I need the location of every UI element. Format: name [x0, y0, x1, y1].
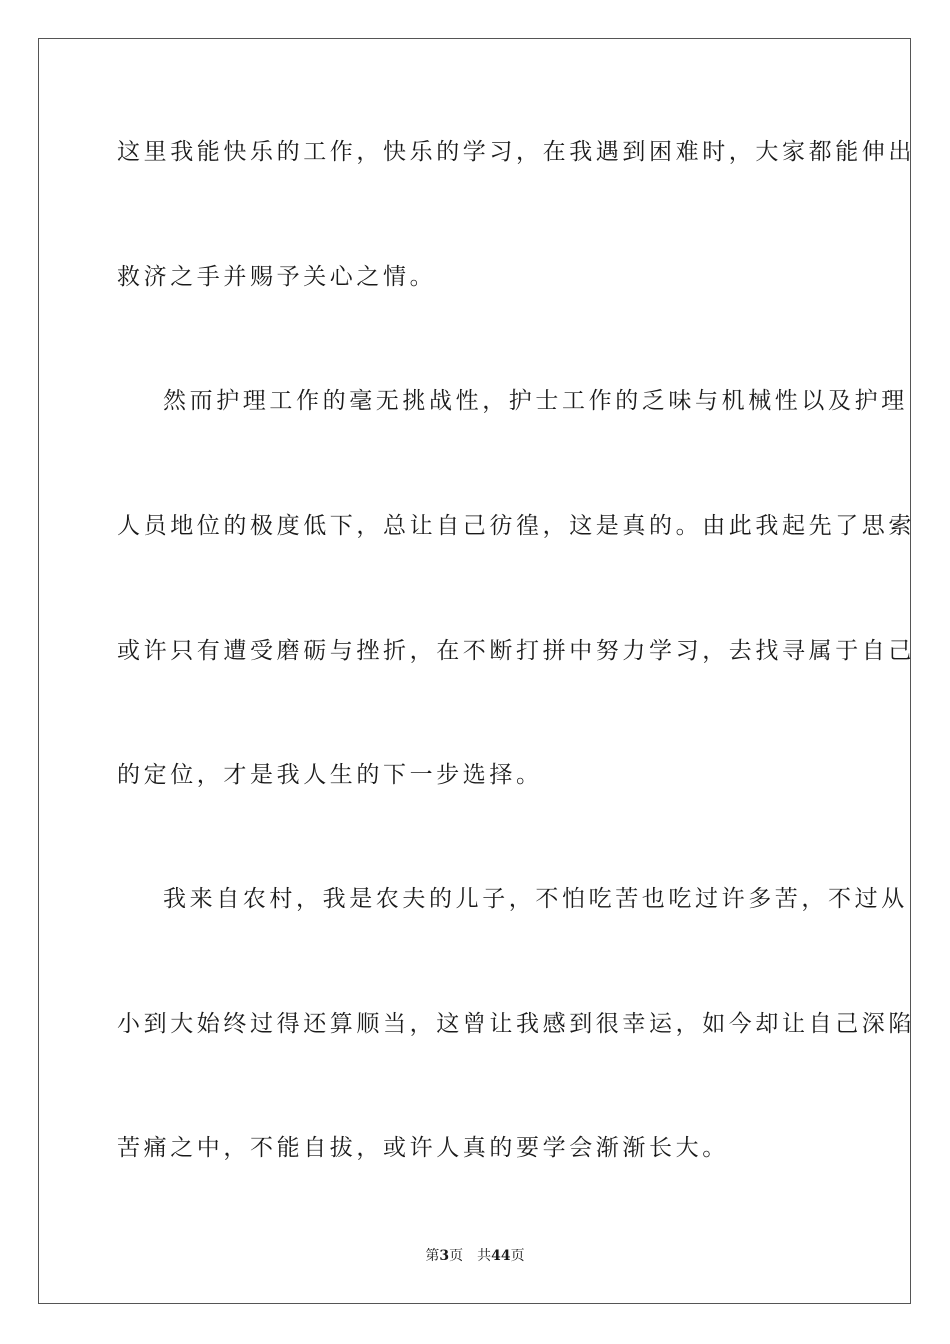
paragraph-first-line: 我来自农村，我是农夫的儿子，不怕吃苦也吃过许多苦，不过从	[163, 886, 908, 912]
text-line: 小到大始终过得还算顺当，这曾让我感到很幸运，如今却让自己深陷	[117, 1011, 915, 1037]
text-line: 这里我能快乐的工作，快乐的学习，在我遇到困难时，大家都能伸出	[117, 139, 915, 165]
text-line: 人员地位的极度低下，总让自己彷徨，这是真的。由此我起先了思索	[117, 513, 915, 539]
text-line: 救济之手并赐予关心之情。	[117, 264, 437, 290]
paragraph-first-line: 然而护理工作的毫无挑战性，护士工作的乏味与机械性以及护理	[163, 388, 908, 414]
total-suffix: 页	[510, 1248, 525, 1264]
page-footer	[0, 1247, 950, 1265]
total-prefix: 共	[477, 1248, 492, 1264]
text-line: 或许只有遭受磨砺与挫折，在不断打拼中努力学习，去找寻属于自己	[117, 638, 915, 664]
page-border	[38, 38, 915, 1304]
text-line: 的定位，才是我人生的下一步选择。	[117, 762, 543, 788]
page-number: 3	[439, 1248, 450, 1264]
total-pages: 44	[491, 1248, 511, 1264]
page-suffix: 页	[449, 1248, 464, 1264]
page-prefix: 第	[425, 1248, 440, 1264]
text-line: 苦痛之中，不能自拔，或许人真的要学会渐渐长大。	[117, 1135, 729, 1161]
